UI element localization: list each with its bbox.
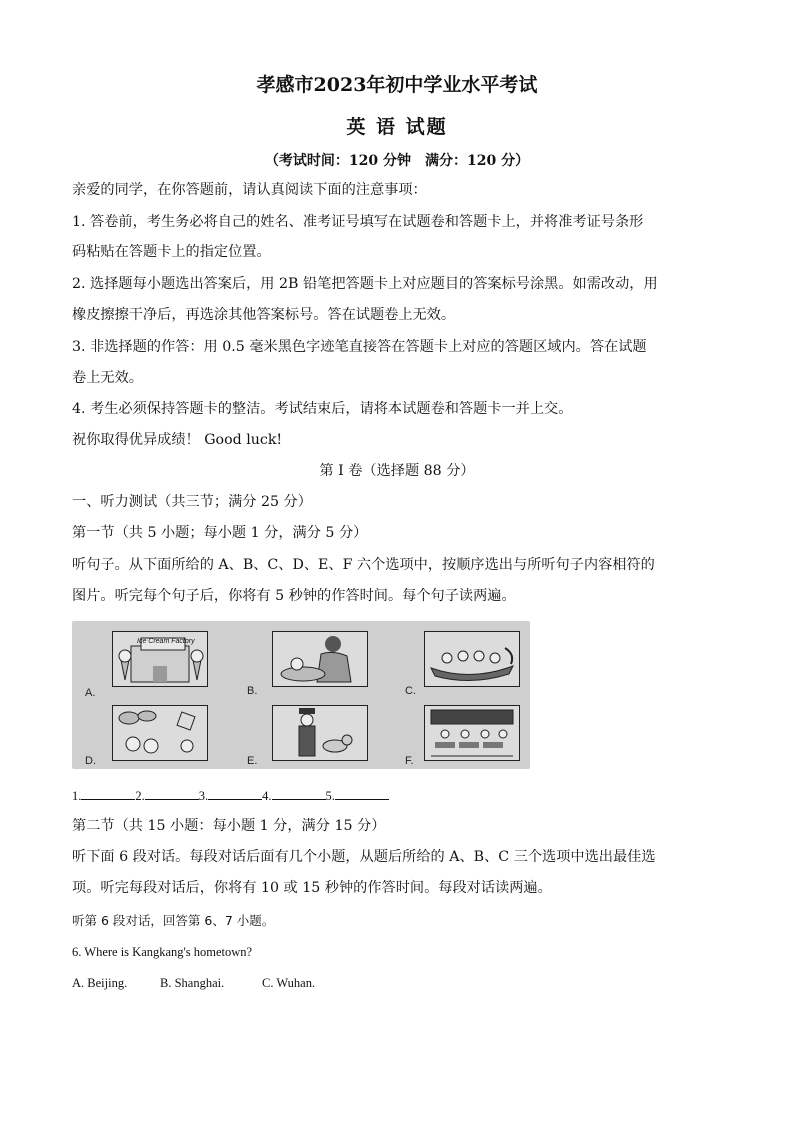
blank-label-3: 3. [198,789,209,803]
picture-label-d: D. [85,755,96,767]
dialog6-instruction: 听第 6 段对话，回答第 6、7 小题。 [72,913,275,928]
sub2-title: 第二节（共 15 小题：每小题 1 分，满分 15 分） [72,818,386,834]
blank-label-5: 5. [325,789,335,803]
picture-c [424,631,520,687]
sub2-instruction-line1: 听下面 6 段对话。每段对话后面有几个小题，从题后所给的 A、B、C 三个选项中选出最佳选 [72,849,656,865]
sub1-title: 第一节（共 5 小题；每小题 1 分，满分 5 分） [72,525,368,541]
notice-item3-line2: 卷上无效。 [72,370,143,386]
exam-subject: 英 语 试题 [346,116,448,138]
answer-blank-5[interactable] [335,787,389,800]
notice-item4: 4. 考生必须保持答题卡的整洁。考试结束后，请将本试题卷和答题卡一并上交。 [72,401,573,417]
sub2-instruction-line2: 项。听完每段对话后，你将有 10 或 15 秒钟的作答时间。每段对话读两遍。 [72,880,552,896]
picture-label-f: F. [405,755,414,767]
exam-time-info: （考试时间：120 分钟 满分：120 分） [264,153,530,169]
blank-label-2: 2. [135,789,145,803]
answer-blank-3[interactable] [208,787,262,800]
listening-pictures [72,621,530,769]
picture-a [112,631,208,687]
blank-label-1: 1. [72,789,82,803]
part1-title: 第 I 卷（选择题 88 分） [319,463,475,479]
notice-item3-line1: 3. 非选择题的作答：用 0.5 毫米黑色字迹笔直接答在答题卡上对应的答题区域内。答在试题 [72,339,647,355]
question-6: 6. Where is Kangkang's hometown? [72,945,253,959]
picture-d [112,705,208,761]
answer-blank-2[interactable] [145,787,199,800]
exam-title: 孝感市2023年初中学业水平考试 [256,74,538,96]
notice-item2-line2: 橡皮擦擦干净后，再选涂其他答案标号。答在试题卷上无效。 [72,307,456,323]
notice-wish: 祝你取得优异成绩！ Good luck! [72,432,283,448]
q6-option-c: C. Wuhan. [262,976,316,990]
woman-child-icon [273,632,367,686]
police-dog-icon [273,706,367,760]
picture-label-a: A. [85,687,96,699]
notice-intro: 亲爱的同学，在你答题前，请认真阅读下面的注意事项： [72,182,427,198]
picture-b [272,631,368,687]
picture-label-e: E. [247,755,258,767]
q6-option-a: A. Beijing. [72,976,128,990]
kite-children-icon [113,706,207,760]
sub1-instruction-line2: 图片。听完每个句子后，你将有 5 秒钟的作答时间。每个句子读两遍。 [72,588,516,604]
q6-option-b: B. Shanghai. [160,976,225,990]
picture-e [272,705,368,761]
answer-blanks [72,786,732,806]
answer-blank-1[interactable] [81,787,135,800]
answer-blank-4[interactable] [272,787,326,800]
picture-label-c: C. [405,685,416,697]
classroom-icon [425,706,519,760]
notice-item1-line1: 1. 答卷前，考生务必将自己的姓名、准考证号填写在试题卷和答题卡上，并将准考证号条形 [72,214,644,230]
picture-label-b: B. [247,685,258,697]
blank-label-4: 4. [262,789,272,803]
notice-item2-line1: 2. 选择题每小题选出答案后，用 2B 铅笔把答题卡上对应题目的答案标号涂黑。如需改动，用 [72,276,658,292]
dragon-boat-icon [425,632,519,686]
listening-section-title: 一、听力测试（共三节；满分 25 分） [72,494,312,510]
notice-item1-line2: 码粘贴在答题卡上的指定位置。 [72,244,271,260]
picture-a-sign: Ice Cream Factory [137,638,195,645]
question-6-options [72,973,732,993]
picture-f [424,705,520,761]
sub1-instruction-line1: 听句子。从下面所给的 A、B、C、D、E、F 六个选项中，按顺序选出与所听句子内容相符的 [72,557,655,573]
